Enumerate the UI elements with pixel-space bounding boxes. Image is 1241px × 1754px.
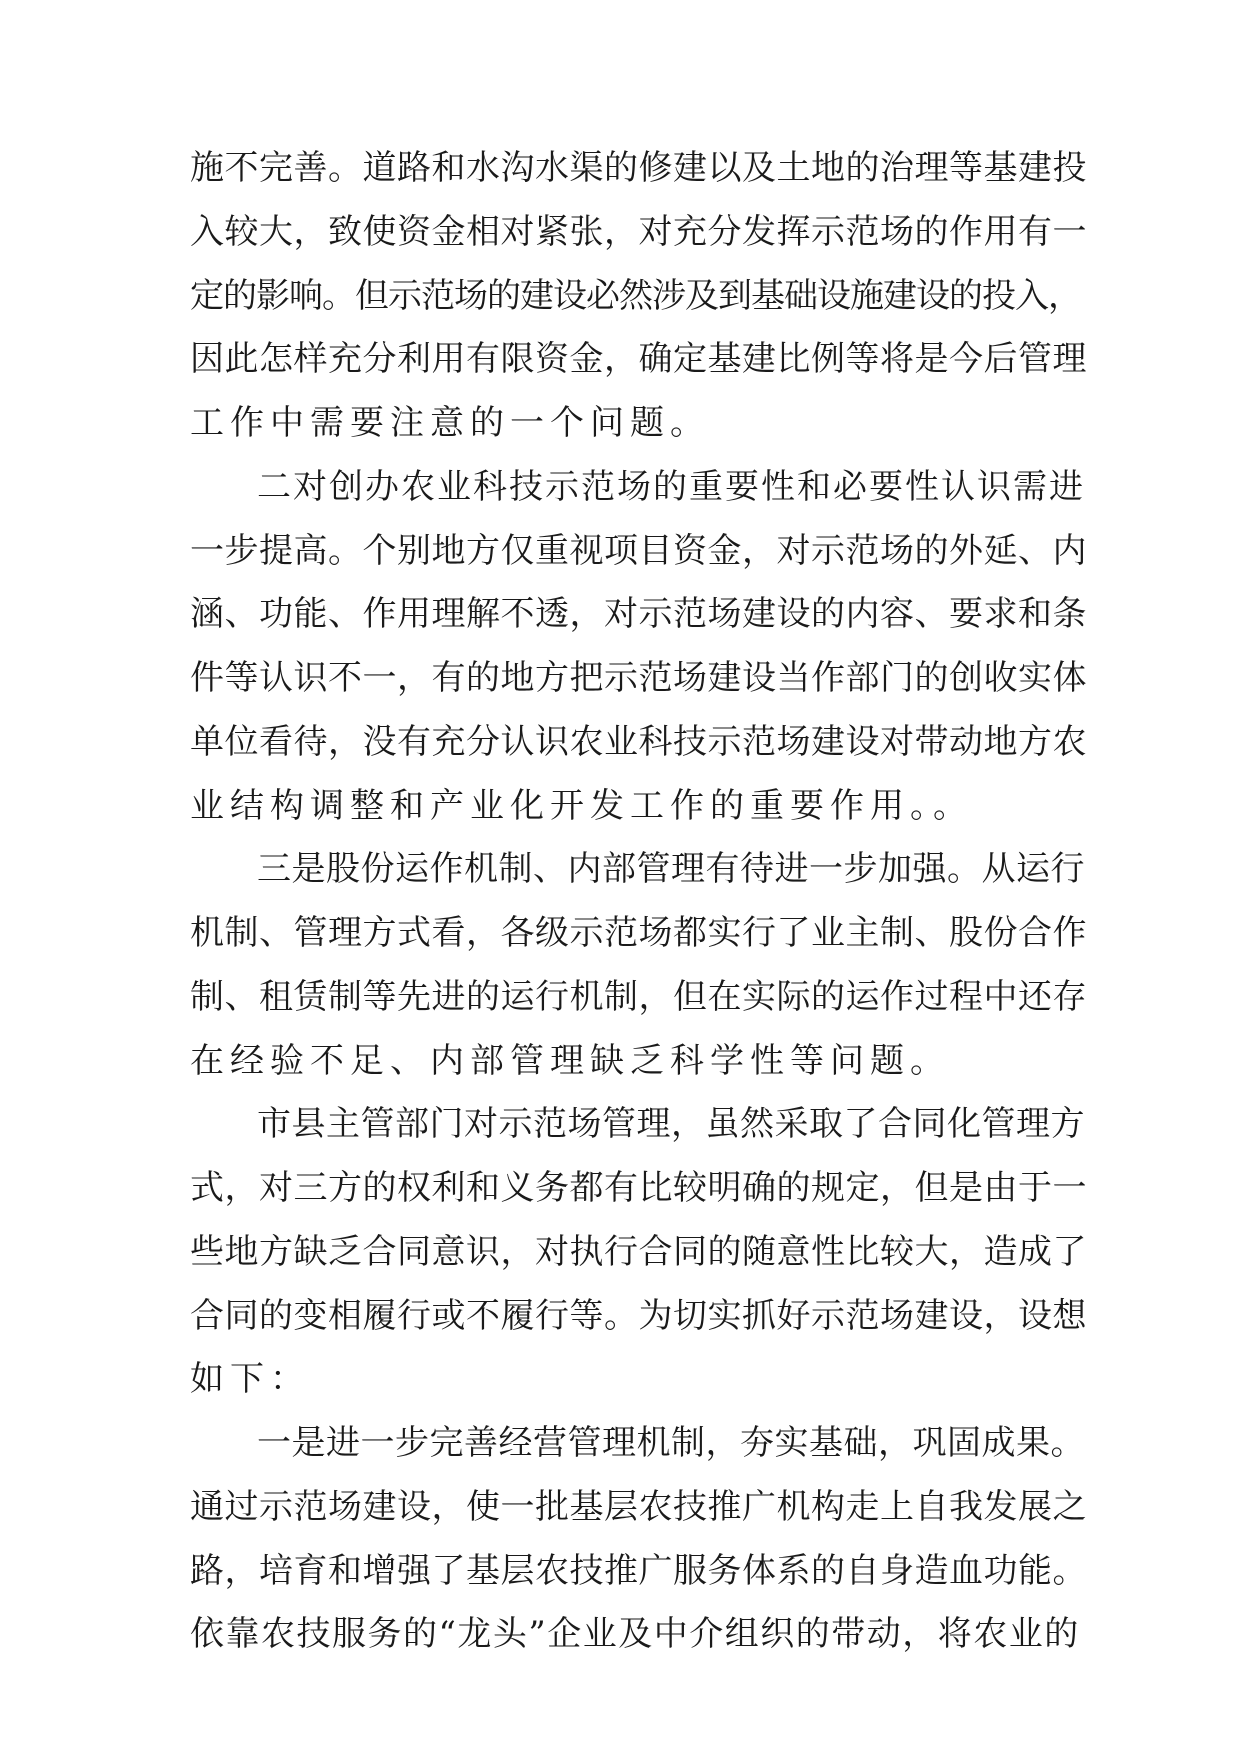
text-line: 定的影响。但示范场的建设必然涉及到基础设施建设的投入， xyxy=(190,276,1081,316)
text-line: 依靠农技服务的“龙头”企业及中介组织的带动，将农业的 xyxy=(190,1614,1080,1654)
text-line: 涵、功能、作用理解不透，对示范场建设的内容、要求和条 xyxy=(190,594,1087,634)
paragraph-start-line: 二对创办农业科技示范场的重要性和必要性认识需进 xyxy=(257,467,1085,507)
text-line: 合同的变相履行或不履行等。为切实抓好示范场建设，设想 xyxy=(190,1296,1087,1336)
text-line: 件等认识不一，有的地方把示范场建设当作部门的创收实体 xyxy=(190,658,1087,698)
text-line: 一步提高。个别地方仅重视项目资金，对示范场的外延、内 xyxy=(190,531,1087,571)
text-line: 通过示范场建设，使一批基层农技推广机构走上自我发展之 xyxy=(190,1487,1087,1527)
paragraph-start-line: 市县主管部门对示范场管理，虽然采取了合同化管理方 xyxy=(257,1104,1085,1144)
text-line: 业结构调整和产业化开发工作的重要作用。。 xyxy=(190,786,973,826)
text-line: 路，培育和增强了基层农技推广服务体系的自身造血功能。 xyxy=(190,1551,1087,1591)
text-line: 如下： xyxy=(190,1359,310,1399)
paragraph-start-line: 三是股份运作机制、内部管理有待进一步加强。从运行 xyxy=(257,849,1085,889)
text-line: 制、租赁制等先进的运行机制，但在实际的运作过程中还存 xyxy=(190,977,1087,1017)
text-line: 在经验不足、内部管理缺乏科学性等问题。 xyxy=(190,1041,950,1081)
text-line: 工作中需要注意的一个问题。 xyxy=(190,403,710,443)
text-line: 入较大，致使资金相对紧张，对充分发挥示范场的作用有一 xyxy=(190,212,1087,252)
text-line: 机制、管理方式看，各级示范场都实行了业主制、股份合作 xyxy=(190,913,1087,953)
text-line: 式，对三方的权利和义务都有比较明确的规定，但是由于一 xyxy=(190,1168,1087,1208)
text-line: 单位看待，没有充分认识农业科技示范场建设对带动地方农 xyxy=(190,722,1087,762)
paragraph-start-line: 一是进一步完善经营管理机制，夯实基础，巩固成果。 xyxy=(257,1423,1085,1463)
text-line: 些地方缺乏合同意识，对执行合同的随意性比较大，造成了 xyxy=(190,1232,1087,1272)
text-line: 施不完善。道路和水沟水渠的修建以及土地的治理等基建投 xyxy=(190,148,1087,188)
text-line: 因此怎样充分利用有限资金，确定基建比例等将是今后管理 xyxy=(190,339,1087,379)
